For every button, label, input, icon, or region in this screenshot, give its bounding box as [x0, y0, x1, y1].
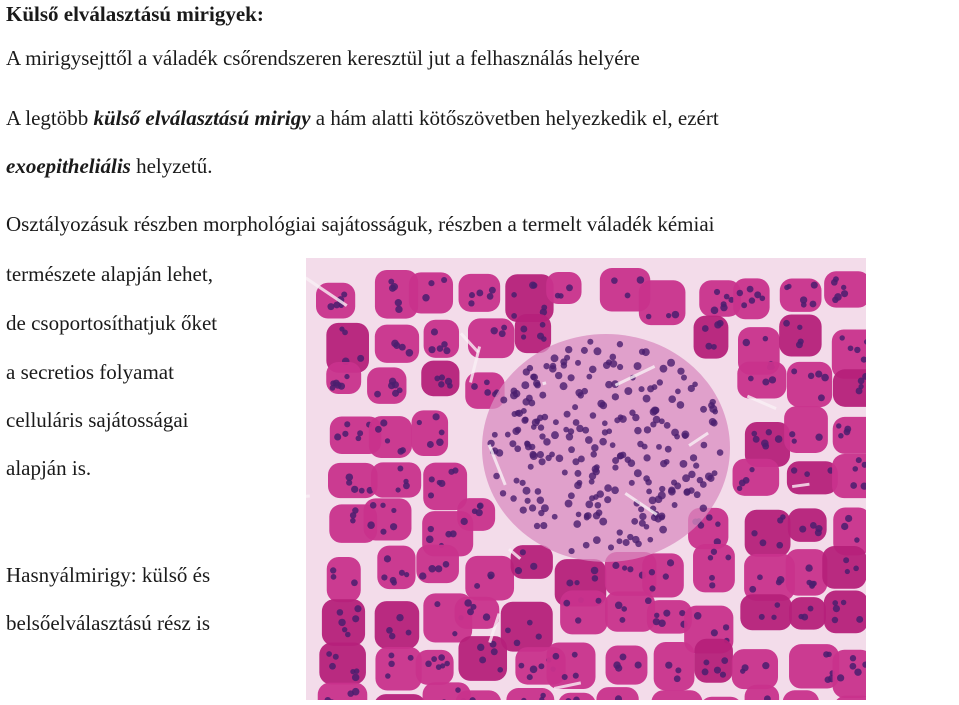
p2-pre: A legtöbb	[6, 106, 94, 130]
paragraph-3-line-3: de csoportosíthatjuk őket	[6, 311, 218, 335]
paragraph-4-line-2: belsőelválasztású rész is	[6, 611, 211, 635]
paragraph-3-line-6: alapján is.	[6, 456, 92, 480]
paragraph-3-line-1: Osztályozásuk részben morphológiai sajátosságuk, részben a termelt váladék kémiai	[6, 212, 715, 236]
paragraph-3-line-4: a secretios folyamat	[6, 360, 174, 384]
paragraph-4-line-1: Hasnyálmirigy: külső és	[6, 563, 211, 587]
paragraph-2-line-2	[6, 154, 212, 178]
paragraph-3-line-5: celluláris sajátosságai	[6, 408, 189, 432]
pancreas-histology-image	[306, 258, 866, 700]
page-title: Külső elválasztású mirigyek:	[6, 2, 264, 26]
paragraph-3-line-2: természete alapján lehet,	[6, 262, 213, 286]
p2-emphasis-2: exoepitheliális	[6, 154, 131, 178]
p2-emphasis: külső elválasztású mirigy	[93, 106, 311, 130]
paragraph-1: A mirigysejttől a váladék csőrendszeren keresztül jut a felhasználás helyére	[6, 46, 640, 70]
p2-mid: a hám alatti kötőszövetben helyezkedik el, ezért	[310, 106, 719, 130]
p2-post: helyzetű.	[130, 154, 213, 178]
paragraph-2-line-1	[6, 106, 719, 130]
